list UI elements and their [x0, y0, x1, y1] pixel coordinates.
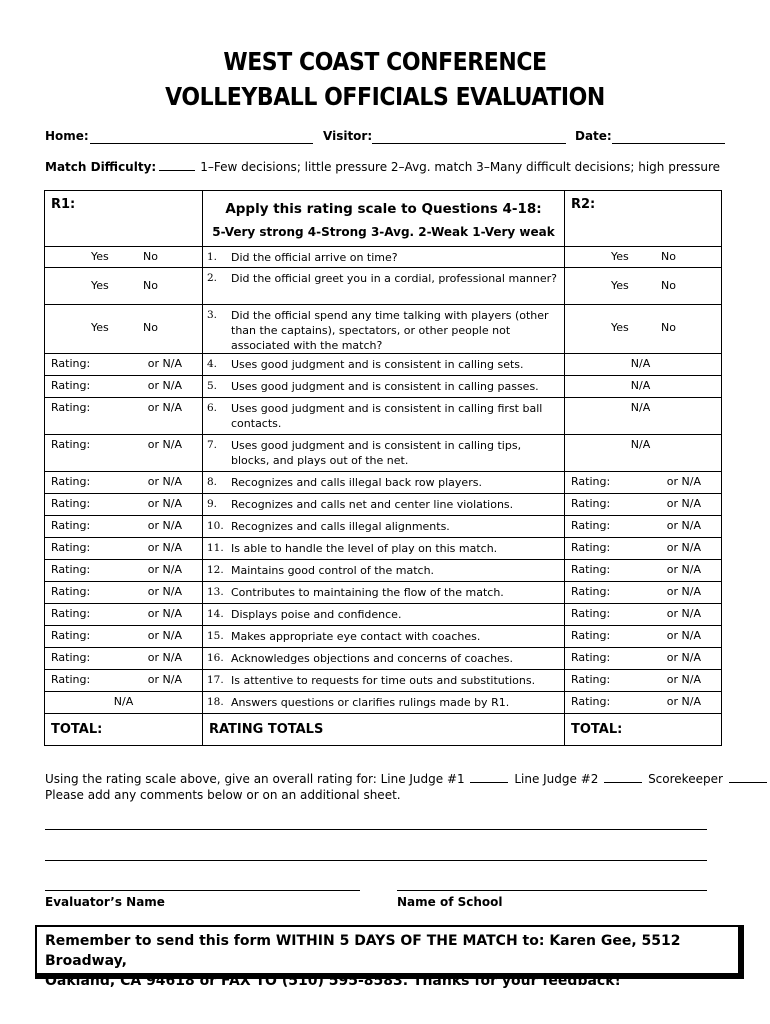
match-difficulty-label: Match Difficulty:: [45, 160, 157, 174]
question-text: Recognizes and calls illegal alignments.: [231, 520, 450, 533]
r1-rating-label[interactable]: Rating:: [51, 585, 91, 598]
question-text: Recognizes and calls illegal back row players.: [231, 476, 482, 489]
reminder-line1: Remember to send this form WITHIN 5 DAYS OF THE MATCH to: Karen Gee, 5512 Broadway,: [45, 933, 681, 969]
overall-part1: Using the rating scale above, give an overall rating for: Line Judge #1: [45, 772, 465, 786]
r2-total-label: TOTAL:: [571, 722, 623, 737]
r1-total-label: TOTAL:: [51, 722, 103, 737]
r2-or-na[interactable]: or N/A: [666, 541, 701, 554]
r2-rating-label[interactable]: Rating:: [571, 541, 611, 554]
question-number: 1.: [207, 251, 218, 263]
r2-rating-label[interactable]: Rating:: [571, 519, 611, 532]
question-number: 17.: [207, 674, 224, 686]
r1-na-label: N/A: [113, 695, 134, 708]
question-number: 14.: [207, 608, 224, 620]
r2-or-na[interactable]: or N/A: [666, 607, 701, 620]
r1-rating-label[interactable]: Rating:: [51, 563, 91, 576]
r2-rating-label[interactable]: Rating:: [571, 629, 611, 642]
date-label: Date:: [575, 129, 612, 143]
r1-or-na[interactable]: or N/A: [147, 629, 182, 642]
question-text: Makes appropriate eye contact with coaches.: [231, 630, 481, 643]
r1-or-na[interactable]: or N/A: [147, 475, 182, 488]
r2-rating-label[interactable]: Rating:: [571, 563, 611, 576]
evaluator-name-field[interactable]: [45, 890, 360, 891]
r1-or-na[interactable]: or N/A: [147, 401, 182, 414]
r2-na-label: N/A: [630, 357, 651, 370]
r1-or-na[interactable]: or N/A: [147, 519, 182, 532]
r1-yes-option[interactable]: Yes: [91, 279, 109, 292]
r1-no-option[interactable]: No: [143, 279, 158, 292]
scorekeeper-field[interactable]: [729, 782, 767, 783]
question-row: [45, 604, 722, 626]
r2-or-na[interactable]: or N/A: [666, 519, 701, 532]
r1-or-na[interactable]: or N/A: [147, 379, 182, 392]
question-number: 2.: [207, 272, 218, 284]
r1-or-na[interactable]: or N/A: [147, 585, 182, 598]
r2-or-na[interactable]: or N/A: [666, 695, 701, 708]
r1-label: R1:: [51, 197, 76, 212]
question-number: 11.: [207, 542, 224, 554]
match-difficulty-row: [45, 160, 720, 174]
r1-rating-label[interactable]: Rating:: [51, 357, 91, 370]
r2-or-na[interactable]: or N/A: [666, 563, 701, 576]
r2-no-option[interactable]: No: [661, 250, 676, 263]
question-row: [45, 494, 722, 516]
r2-rating-label[interactable]: Rating:: [571, 475, 611, 488]
r2-or-na[interactable]: or N/A: [666, 629, 701, 642]
question-number: 3.: [207, 309, 218, 321]
question-row: [45, 435, 722, 472]
r1-rating-label[interactable]: Rating:: [51, 401, 91, 414]
r2-or-na[interactable]: or N/A: [666, 585, 701, 598]
r2-yes-option[interactable]: Yes: [611, 321, 629, 334]
home-label: Home:: [45, 129, 89, 143]
question-number: 4.: [207, 358, 218, 370]
r1-yes-option[interactable]: Yes: [91, 321, 109, 334]
overall-rating-text: [45, 771, 769, 803]
comments-instruction: Please add any comments below or on an additional sheet.: [45, 788, 401, 802]
question-number: 18.: [207, 696, 224, 708]
question-text: Is able to handle the level of play on this match.: [231, 542, 498, 555]
r2-yes-option[interactable]: Yes: [611, 250, 629, 263]
r1-no-option[interactable]: No: [143, 321, 158, 334]
question-row: [45, 648, 722, 670]
r2-na-label: N/A: [630, 379, 651, 392]
r1-or-na[interactable]: or N/A: [147, 651, 182, 664]
question-text: Uses good judgment and is consistent in calling tips, blocks, and plays out of the net.: [231, 439, 522, 467]
date-field[interactable]: [612, 143, 725, 144]
r2-rating-label[interactable]: Rating:: [571, 695, 611, 708]
question-row: [45, 305, 722, 354]
question-text: Is attentive to requests for time outs and substitutions.: [231, 674, 536, 687]
r1-or-na[interactable]: or N/A: [147, 673, 182, 686]
visitor-field[interactable]: [372, 143, 566, 144]
r2-na-label: N/A: [630, 438, 651, 451]
r1-or-na[interactable]: or N/A: [147, 541, 182, 554]
form-title-line1: WEST COAST CONFERENCE: [223, 47, 547, 76]
question-row: [45, 516, 722, 538]
question-text: Did the official arrive on time?: [231, 251, 398, 264]
r2-no-option[interactable]: No: [661, 321, 676, 334]
match-difficulty-options: 1–Few decisions; little pressure 2–Avg. match 3–Many difficult decisions; high pressure: [200, 160, 721, 174]
home-field[interactable]: [90, 143, 313, 144]
r2-or-na[interactable]: or N/A: [666, 497, 701, 510]
question-row: [45, 247, 722, 268]
r1-rating-label[interactable]: Rating:: [51, 629, 91, 642]
scale-title: Apply this rating scale to Questions 4-18:: [225, 201, 542, 217]
question-row: [45, 560, 722, 582]
question-row: [45, 626, 722, 648]
r1-or-na[interactable]: or N/A: [147, 607, 182, 620]
rating-totals-label: RATING TOTALS: [209, 722, 324, 737]
r1-rating-label[interactable]: Rating:: [51, 519, 91, 532]
comment-line-2[interactable]: [45, 860, 707, 861]
r2-na-label: N/A: [630, 401, 651, 414]
school-name-field[interactable]: [397, 890, 707, 891]
question-row: [45, 398, 722, 435]
question-row: [45, 472, 722, 494]
r1-or-na[interactable]: or N/A: [147, 497, 182, 510]
r1-rating-label[interactable]: Rating:: [51, 438, 91, 451]
scale-values: 5-Very strong 4-Strong 3-Avg. 2-Weak 1-Very weak: [212, 225, 555, 239]
r1-rating-label[interactable]: Rating:: [51, 541, 91, 554]
r1-or-na[interactable]: or N/A: [147, 438, 182, 451]
r1-rating-label[interactable]: Rating:: [51, 673, 91, 686]
r1-or-na[interactable]: or N/A: [147, 357, 182, 370]
question-number: 12.: [207, 564, 224, 576]
overall-part2: Line Judge #2: [514, 772, 599, 786]
question-row: [45, 354, 722, 376]
question-text: Answers questions or clarifies rulings made by R1.: [231, 696, 510, 709]
r2-rating-label[interactable]: Rating:: [571, 497, 611, 510]
question-number: 9.: [207, 498, 218, 510]
evaluation-table: [44, 190, 722, 746]
evaluator-name-label: Evaluator’s Name: [45, 895, 165, 909]
question-number: 16.: [207, 652, 224, 664]
question-number: 6.: [207, 402, 218, 414]
r1-yes-option[interactable]: Yes: [91, 250, 109, 263]
r1-rating-label[interactable]: Rating:: [51, 497, 91, 510]
r2-no-option[interactable]: No: [661, 279, 676, 292]
r2-rating-label[interactable]: Rating:: [571, 607, 611, 620]
school-name-label: Name of School: [397, 895, 503, 909]
question-text: Maintains good control of the match.: [231, 564, 435, 577]
r2-yes-option[interactable]: Yes: [611, 279, 629, 292]
question-row: [45, 582, 722, 604]
reminder-box: [35, 925, 744, 989]
question-text: Did the official spend any time talking with players (other than the captains), spectators, or other people not associated with the match?: [231, 309, 549, 352]
r1-rating-label[interactable]: Rating:: [51, 475, 91, 488]
question-number: 13.: [207, 586, 224, 598]
question-number: 15.: [207, 630, 224, 642]
question-number: 10.: [207, 520, 224, 532]
r2-rating-label[interactable]: Rating:: [571, 585, 611, 598]
r1-rating-label[interactable]: Rating:: [51, 379, 91, 392]
question-row: [45, 376, 722, 398]
overall-part3: Scorekeeper: [648, 772, 723, 786]
question-text: Recognizes and calls net and center line violations.: [231, 498, 514, 511]
line-judge-2-field[interactable]: [604, 782, 642, 783]
line-judge-1-field[interactable]: [470, 782, 508, 783]
question-row: [45, 692, 722, 714]
question-text: Uses good judgment and is consistent in calling passes.: [231, 380, 539, 393]
visitor-label: Visitor:: [323, 129, 373, 143]
match-difficulty-field[interactable]: [159, 170, 195, 171]
r2-rating-label[interactable]: Rating:: [571, 673, 611, 686]
r2-label: R2:: [571, 197, 596, 212]
question-number: 7.: [207, 439, 218, 451]
question-text: Contributes to maintaining the flow of the match.: [231, 586, 504, 599]
comment-line-1[interactable]: [45, 829, 707, 830]
question-text: Uses good judgment and is consistent in calling sets.: [231, 358, 524, 371]
r2-or-na[interactable]: or N/A: [666, 651, 701, 664]
question-row: [45, 670, 722, 692]
form-title-line2: VOLLEYBALL OFFICIALS EVALUATION: [165, 82, 605, 111]
reminder-line2: Oakland, CA 94618 or FAX TO (510) 595-8583. Thanks for your feedback!: [45, 973, 621, 989]
r1-no-option[interactable]: No: [143, 250, 158, 263]
question-row: [45, 268, 722, 305]
question-row: [45, 538, 722, 560]
r2-rating-label[interactable]: Rating:: [571, 651, 611, 664]
question-text: Did the official greet you in a cordial, professional manner?: [231, 272, 558, 285]
r1-rating-label[interactable]: Rating:: [51, 651, 91, 664]
question-number: 8.: [207, 476, 218, 488]
r2-or-na[interactable]: or N/A: [666, 673, 701, 686]
question-text: Displays poise and confidence.: [231, 608, 402, 621]
question-number: 5.: [207, 380, 218, 392]
r1-or-na[interactable]: or N/A: [147, 563, 182, 576]
question-text: Uses good judgment and is consistent in calling first ball contacts.: [231, 402, 543, 430]
question-text: Acknowledges objections and concerns of coaches.: [231, 652, 514, 665]
r1-rating-label[interactable]: Rating:: [51, 607, 91, 620]
r2-or-na[interactable]: or N/A: [666, 475, 701, 488]
